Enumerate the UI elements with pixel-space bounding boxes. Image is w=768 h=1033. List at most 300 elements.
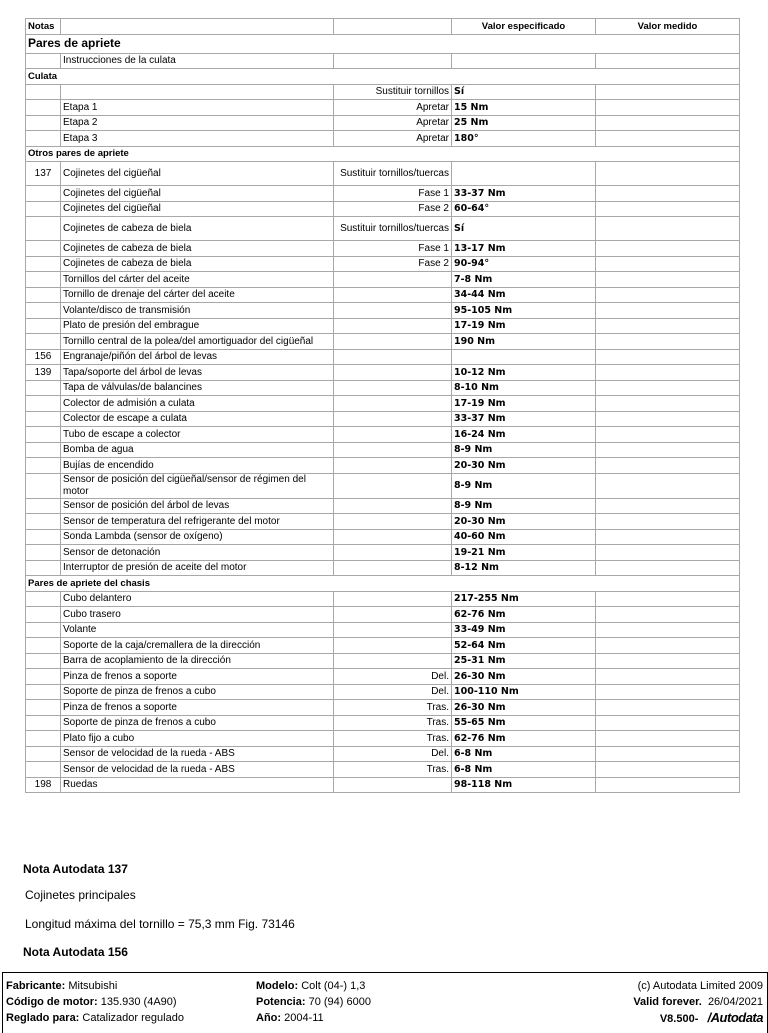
description-cell: Plato fijo a cubo [61, 731, 334, 747]
table-section-row [26, 146, 740, 162]
condition-cell: Sustituir tornillos [334, 84, 452, 100]
note-cell [26, 115, 61, 131]
note-cell [26, 201, 61, 217]
table-row [26, 53, 740, 69]
table-row [26, 653, 740, 669]
table-row [26, 427, 740, 443]
torque-spec-table [25, 18, 740, 793]
condition-cell [334, 458, 452, 474]
table-row [26, 256, 740, 272]
specified-value-cell: 6-8 Nm [452, 746, 596, 762]
measured-value-cell [596, 131, 740, 147]
table-row [26, 458, 740, 474]
note-cell [26, 473, 61, 498]
table-row [26, 115, 740, 131]
specified-value-cell [452, 349, 596, 365]
condition-cell [334, 529, 452, 545]
measured-value-cell [596, 115, 740, 131]
condition-cell: Tras. [334, 715, 452, 731]
specified-value-cell: 180° [452, 131, 596, 147]
measured-value-cell [596, 162, 740, 186]
footer-manufacturer [6, 978, 184, 994]
year-label: Año: [256, 1012, 282, 1024]
condition-cell [334, 349, 452, 365]
table-title-row [26, 34, 740, 53]
condition-cell: Tras. [334, 762, 452, 778]
model-label: Modelo: [256, 980, 299, 992]
table-title: Pares de apriete [26, 34, 740, 53]
table-row [26, 217, 740, 241]
description-cell: Cojinetes de cabeza de biela [61, 241, 334, 257]
description-cell: Bujías de encendido [61, 458, 334, 474]
table-row [26, 762, 740, 778]
description-cell: Sensor de velocidad de la rueda - ABS [61, 746, 334, 762]
specified-value-cell: 33-37 Nm [452, 411, 596, 427]
specified-value-cell: 62-76 Nm [452, 607, 596, 623]
measured-value-cell [596, 638, 740, 654]
table-row [26, 318, 740, 334]
description-cell: Sensor de velocidad de la rueda - ABS [61, 762, 334, 778]
specified-value-cell: 34-44 Nm [452, 287, 596, 303]
measured-value-cell [596, 473, 740, 498]
note-cell [26, 653, 61, 669]
description-cell: Sensor de detonación [61, 545, 334, 561]
condition-cell [334, 591, 452, 607]
specified-value-cell: 8-9 Nm [452, 473, 596, 498]
note-cell [26, 762, 61, 778]
header-notes: Notas [26, 19, 61, 35]
description-cell: Colector de escape a culata [61, 411, 334, 427]
condition-cell: Apretar [334, 115, 452, 131]
condition-cell: Tras. [334, 700, 452, 716]
measured-value-cell [596, 762, 740, 778]
condition-cell: Fase 2 [334, 201, 452, 217]
note-cell [26, 545, 61, 561]
description-cell: Cojinetes del cigüeñal [61, 162, 334, 186]
measured-value-cell [596, 653, 740, 669]
measured-value-cell [596, 777, 740, 793]
footer-copyright: (c) Autodata Limited 2009 [637, 980, 763, 992]
measured-value-cell [596, 84, 740, 100]
condition-cell [334, 545, 452, 561]
table-header-row [26, 19, 740, 35]
condition-cell [334, 498, 452, 514]
condition-cell [334, 272, 452, 288]
note-cell: 156 [26, 349, 61, 365]
specified-value-cell: 8-10 Nm [452, 380, 596, 396]
description-cell: Sensor de posición del árbol de levas [61, 498, 334, 514]
note-137-title: Nota Autodata 137 [23, 862, 128, 876]
table-row [26, 591, 740, 607]
table-row [26, 396, 740, 412]
measured-value-cell [596, 256, 740, 272]
valid-label: Valid forever. [633, 996, 702, 1008]
description-cell: Plato de presión del embrague [61, 318, 334, 334]
note-cell [26, 318, 61, 334]
note-cell [26, 411, 61, 427]
specified-value-cell [452, 53, 596, 69]
specified-value-cell: 13-17 Nm [452, 241, 596, 257]
condition-cell: Sustituir tornillos/tuercas [334, 217, 452, 241]
measured-value-cell [596, 318, 740, 334]
measured-value-cell [596, 498, 740, 514]
specified-value-cell: 10-12 Nm [452, 365, 596, 381]
footer-power [256, 994, 371, 1010]
table-row [26, 334, 740, 350]
table-row [26, 201, 740, 217]
measured-value-cell [596, 396, 740, 412]
description-cell: Tubo de escape a colector [61, 427, 334, 443]
measured-value-cell [596, 545, 740, 561]
measured-value-cell [596, 715, 740, 731]
specified-value-cell: 60-64° [452, 201, 596, 217]
table-row [26, 272, 740, 288]
measured-value-cell [596, 700, 740, 716]
footer-col-model [256, 978, 371, 1026]
condition-cell [334, 427, 452, 443]
description-cell: Sensor de posición del cigüeñal/sensor de régimen del motor [61, 473, 334, 498]
note-cell: 137 [26, 162, 61, 186]
specified-value-cell: 100-110 Nm [452, 684, 596, 700]
table-row [26, 777, 740, 793]
note-cell [26, 638, 61, 654]
specified-value-cell: 20-30 Nm [452, 458, 596, 474]
measured-value-cell [596, 365, 740, 381]
note-cell [26, 498, 61, 514]
table-row [26, 349, 740, 365]
specified-value-cell: 25-31 Nm [452, 653, 596, 669]
description-cell: Pinza de frenos a soporte [61, 669, 334, 685]
specified-value-cell: 6-8 Nm [452, 762, 596, 778]
table-row [26, 607, 740, 623]
description-cell: Tapa de válvulas/de balancines [61, 380, 334, 396]
measured-value-cell [596, 334, 740, 350]
measured-value-cell [596, 731, 740, 747]
condition-cell [334, 318, 452, 334]
footer-engine-code [6, 994, 184, 1010]
measured-value-cell [596, 53, 740, 69]
specified-value-cell: 15 Nm [452, 100, 596, 116]
table-row [26, 560, 740, 576]
table-row [26, 669, 740, 685]
description-cell: Tornillo de drenaje del cárter del aceite [61, 287, 334, 303]
description-cell: Volante [61, 622, 334, 638]
condition-cell: Fase 1 [334, 186, 452, 202]
description-cell: Etapa 1 [61, 100, 334, 116]
note-cell: 198 [26, 777, 61, 793]
measured-value-cell [596, 514, 740, 530]
measured-value-cell [596, 217, 740, 241]
measured-value-cell [596, 607, 740, 623]
note-cell [26, 529, 61, 545]
section-heading: Pares de apriete del chasis [26, 576, 740, 592]
footer-validity [633, 994, 763, 1010]
description-cell: Barra de acoplamiento de la dirección [61, 653, 334, 669]
table-row [26, 287, 740, 303]
note-cell [26, 256, 61, 272]
specified-value-cell: 19-21 Nm [452, 545, 596, 561]
note-137-line2: Longitud máxima del tornillo = 75,3 mm Fig. 73146 [25, 917, 295, 931]
specified-value-cell: 62-76 Nm [452, 731, 596, 747]
measured-value-cell [596, 669, 740, 685]
note-cell [26, 591, 61, 607]
description-cell: Instrucciones de la culata [61, 53, 334, 69]
table-row [26, 731, 740, 747]
specified-value-cell: 16-24 Nm [452, 427, 596, 443]
specified-value-cell: 55-65 Nm [452, 715, 596, 731]
measured-value-cell [596, 380, 740, 396]
description-cell: Tornillo central de la polea/del amortiguador del cigüeñal [61, 334, 334, 350]
description-cell: Soporte de pinza de frenos a cubo [61, 715, 334, 731]
description-cell: Cojinetes del cigüeñal [61, 201, 334, 217]
section-heading: Culata [26, 69, 740, 85]
note-137-line1: Cojinetes principales [25, 888, 136, 902]
condition-cell: Fase 1 [334, 241, 452, 257]
condition-cell: Del. [334, 746, 452, 762]
note-cell: 139 [26, 365, 61, 381]
header-specified: Valor especificado [452, 19, 596, 35]
table-row [26, 100, 740, 116]
measured-value-cell [596, 241, 740, 257]
table-row [26, 529, 740, 545]
condition-cell [334, 777, 452, 793]
header-empty-desc [61, 19, 334, 35]
footer-col-license [633, 978, 763, 1027]
footer-col-vehicle [6, 978, 184, 1026]
specified-value-cell: 52-64 Nm [452, 638, 596, 654]
description-cell: Sonda Lambda (sensor de oxígeno) [61, 529, 334, 545]
specified-value-cell: 90-94° [452, 256, 596, 272]
measured-value-cell [596, 684, 740, 700]
specified-value-cell: 26-30 Nm [452, 700, 596, 716]
note-cell [26, 334, 61, 350]
note-cell [26, 100, 61, 116]
table-row [26, 442, 740, 458]
power-value: 70 (94) 6000 [308, 996, 371, 1008]
version-label: V8.500- [659, 1013, 699, 1025]
manufacturer-value: Mitsubishi [68, 980, 118, 992]
table-row [26, 700, 740, 716]
specified-value-cell: 17-19 Nm [452, 318, 596, 334]
table-row [26, 684, 740, 700]
description-cell: Engranaje/piñón del árbol de levas [61, 349, 334, 365]
note-cell [26, 746, 61, 762]
condition-cell [334, 560, 452, 576]
description-cell: Cojinetes de cabeza de biela [61, 217, 334, 241]
description-cell: Ruedas [61, 777, 334, 793]
engine-code-label: Código de motor: [6, 996, 98, 1008]
description-cell: Bomba de agua [61, 442, 334, 458]
table-section-row [26, 576, 740, 592]
condition-cell [334, 514, 452, 530]
table-row [26, 746, 740, 762]
specified-value-cell: 8-9 Nm [452, 498, 596, 514]
note-cell [26, 241, 61, 257]
measured-value-cell [596, 287, 740, 303]
description-cell: Tapa/soporte del árbol de levas [61, 365, 334, 381]
note-156-title: Nota Autodata 156 [23, 945, 128, 959]
condition-cell: Tras. [334, 731, 452, 747]
specified-value-cell: 33-37 Nm [452, 186, 596, 202]
engine-code-value: 135.930 (4A90) [100, 996, 177, 1008]
table-section-row [26, 69, 740, 85]
specified-value-cell: 95-105 Nm [452, 303, 596, 319]
condition-cell [334, 411, 452, 427]
measured-value-cell [596, 100, 740, 116]
table-row [26, 131, 740, 147]
footer-model [256, 978, 371, 994]
header-measured: Valor medido [596, 19, 740, 35]
note-cell [26, 607, 61, 623]
description-cell: Etapa 3 [61, 131, 334, 147]
note-cell [26, 396, 61, 412]
regulated-value: Catalizador regulado [82, 1012, 184, 1024]
year-value: 2004-11 [284, 1012, 324, 1024]
note-cell [26, 84, 61, 100]
condition-cell: Apretar [334, 100, 452, 116]
description-cell: Soporte de la caja/cremallera de la dirección [61, 638, 334, 654]
table-row [26, 186, 740, 202]
condition-cell: Del. [334, 684, 452, 700]
note-cell [26, 700, 61, 716]
measured-value-cell [596, 442, 740, 458]
header-empty-cond [334, 19, 452, 35]
note-cell [26, 684, 61, 700]
specified-value-cell: 7-8 Nm [452, 272, 596, 288]
condition-cell: Fase 2 [334, 256, 452, 272]
condition-cell [334, 638, 452, 654]
condition-cell: Apretar [334, 131, 452, 147]
description-cell: Colector de admisión a culata [61, 396, 334, 412]
note-cell [26, 514, 61, 530]
table-row [26, 514, 740, 530]
specified-value-cell: 25 Nm [452, 115, 596, 131]
specified-value-cell: 20-30 Nm [452, 514, 596, 530]
note-cell [26, 186, 61, 202]
table-row [26, 380, 740, 396]
table-row [26, 303, 740, 319]
note-cell [26, 715, 61, 731]
description-cell: Cojinetes del cigüeñal [61, 186, 334, 202]
specified-value-cell: 190 Nm [452, 334, 596, 350]
note-cell [26, 217, 61, 241]
condition-cell [334, 607, 452, 623]
condition-cell [334, 380, 452, 396]
measured-value-cell [596, 427, 740, 443]
measured-value-cell [596, 622, 740, 638]
table-row [26, 715, 740, 731]
description-cell: Sensor de temperatura del refrigerante del motor [61, 514, 334, 530]
description-cell: Cubo trasero [61, 607, 334, 623]
description-cell: Soporte de pinza de frenos a cubo [61, 684, 334, 700]
condition-cell [334, 396, 452, 412]
autodata-logo: /Autodata [707, 1010, 763, 1025]
condition-cell [334, 303, 452, 319]
note-cell [26, 442, 61, 458]
description-cell: Etapa 2 [61, 115, 334, 131]
note-cell [26, 380, 61, 396]
specified-value-cell: Sí [452, 84, 596, 100]
condition-cell [334, 473, 452, 498]
valid-date: 26/04/2021 [707, 996, 763, 1008]
note-cell [26, 287, 61, 303]
description-cell: Tornillos del cárter del aceite [61, 272, 334, 288]
note-cell [26, 427, 61, 443]
condition-cell [334, 653, 452, 669]
specified-value-cell: Sí [452, 217, 596, 241]
note-cell [26, 53, 61, 69]
specified-value-cell: 8-12 Nm [452, 560, 596, 576]
specified-value-cell [452, 162, 596, 186]
condition-cell [334, 287, 452, 303]
condition-cell [334, 442, 452, 458]
condition-cell [334, 53, 452, 69]
note-cell [26, 458, 61, 474]
footer-version-logo [633, 1010, 763, 1027]
table-row [26, 241, 740, 257]
measured-value-cell [596, 272, 740, 288]
measured-value-cell [596, 458, 740, 474]
model-value: Colt (04-) 1,3 [301, 980, 366, 992]
table-row [26, 638, 740, 654]
specified-value-cell: 40-60 Nm [452, 529, 596, 545]
condition-cell [334, 334, 452, 350]
description-cell: Interruptor de presión de aceite del motor [61, 560, 334, 576]
specified-value-cell: 26-30 Nm [452, 669, 596, 685]
regulated-label: Reglado para: [6, 1012, 80, 1024]
specified-value-cell: 217-255 Nm [452, 591, 596, 607]
section-heading: Otros pares de apriete [26, 146, 740, 162]
condition-cell: Sustituir tornillos/tuercas [334, 162, 452, 186]
note-cell [26, 272, 61, 288]
table-row [26, 473, 740, 498]
table-row [26, 498, 740, 514]
measured-value-cell [596, 303, 740, 319]
note-cell [26, 303, 61, 319]
note-cell [26, 622, 61, 638]
table-row [26, 411, 740, 427]
table-row [26, 162, 740, 186]
measured-value-cell [596, 560, 740, 576]
manufacturer-label: Fabricante: [6, 980, 66, 992]
specified-value-cell: 98-118 Nm [452, 777, 596, 793]
measured-value-cell [596, 529, 740, 545]
condition-cell [334, 365, 452, 381]
description-cell: Volante/disco de transmisión [61, 303, 334, 319]
measured-value-cell [596, 186, 740, 202]
table-row [26, 365, 740, 381]
note-cell [26, 560, 61, 576]
table-row [26, 622, 740, 638]
description-cell: Cubo delantero [61, 591, 334, 607]
measured-value-cell [596, 411, 740, 427]
note-cell [26, 131, 61, 147]
description-cell [61, 84, 334, 100]
measured-value-cell [596, 591, 740, 607]
measured-value-cell [596, 349, 740, 365]
note-cell [26, 669, 61, 685]
measured-value-cell [596, 201, 740, 217]
specified-value-cell: 8-9 Nm [452, 442, 596, 458]
description-cell: Pinza de frenos a soporte [61, 700, 334, 716]
note-cell [26, 731, 61, 747]
condition-cell: Del. [334, 669, 452, 685]
power-label: Potencia: [256, 996, 306, 1008]
table-row [26, 84, 740, 100]
condition-cell [334, 622, 452, 638]
specified-value-cell: 33-49 Nm [452, 622, 596, 638]
table-row [26, 545, 740, 561]
